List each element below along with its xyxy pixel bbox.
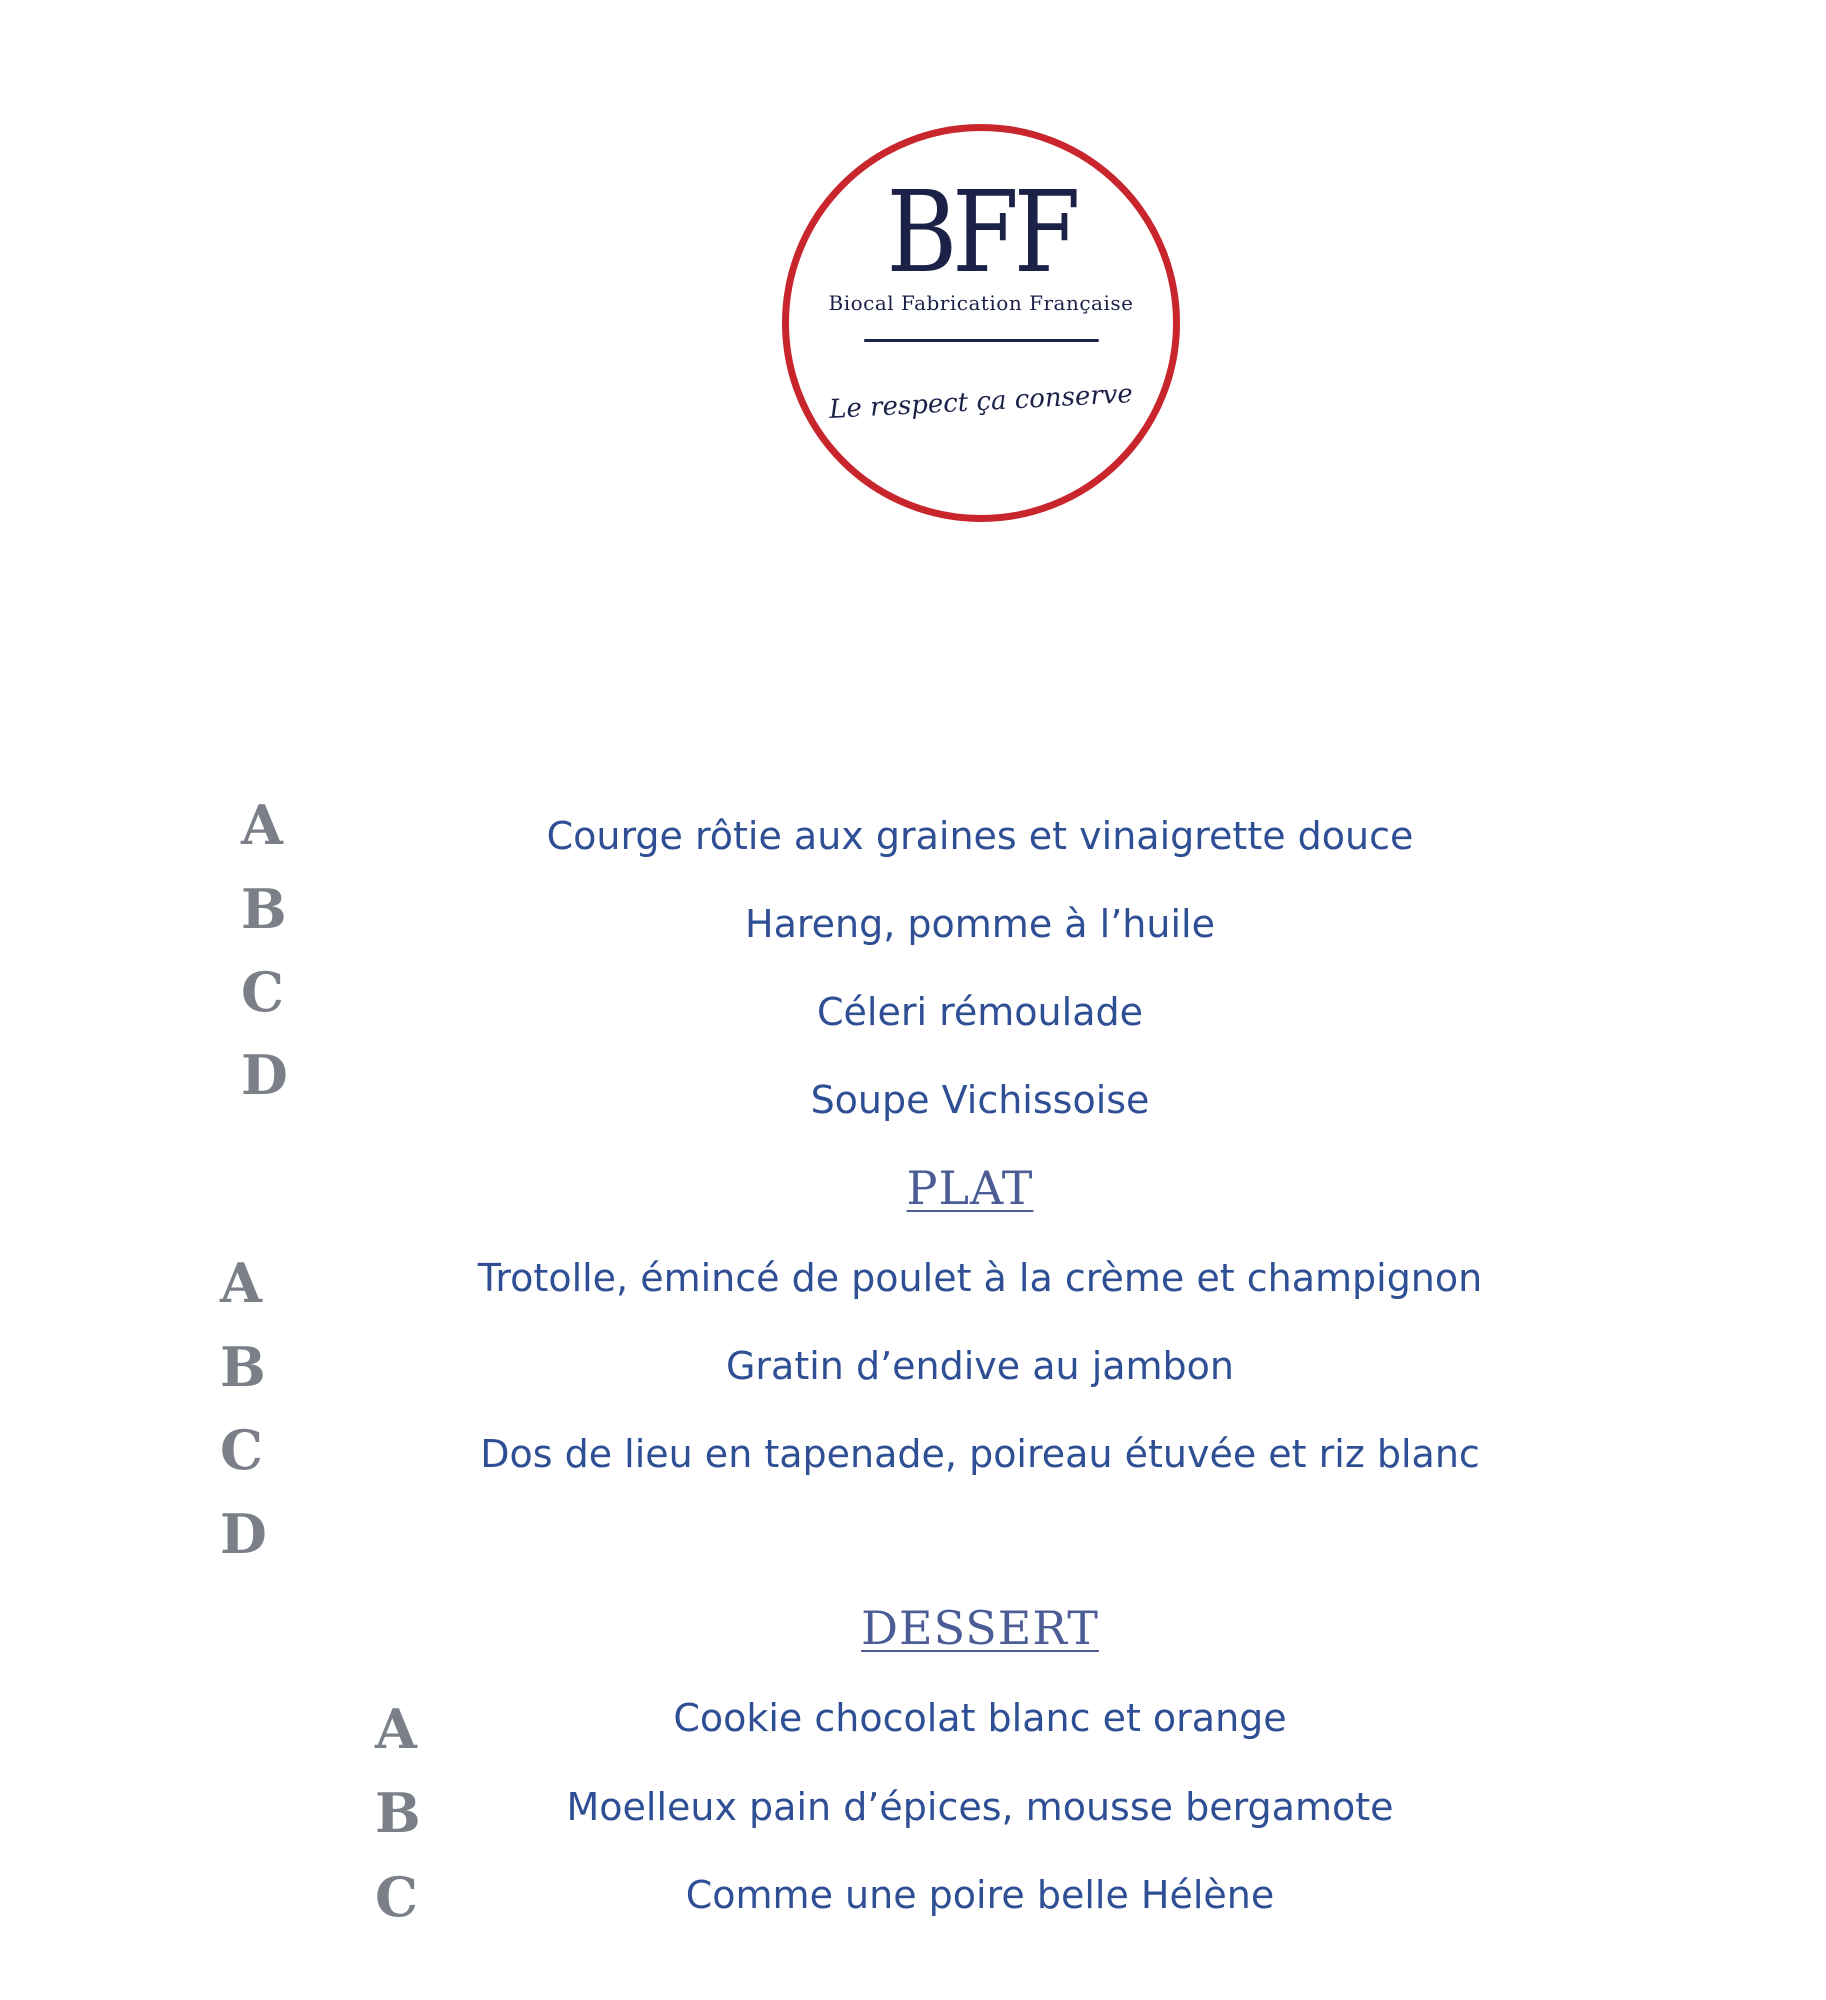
- logo-tagline: Le respect ça conserve: [828, 379, 1134, 425]
- plat-heading: PLAT: [906, 1161, 1034, 1215]
- dessert-heading: DESSERT: [861, 1601, 1099, 1655]
- logo-mark: BFF: [886, 168, 1076, 298]
- plat-letter-d: D: [220, 1502, 267, 1566]
- plat-letter-b: B: [220, 1335, 266, 1399]
- plat-letter-c: C: [220, 1418, 263, 1482]
- dessert-letter-a: A: [375, 1697, 417, 1761]
- logo-subtitle: Biocal Fabrication Française: [828, 291, 1134, 315]
- entree-item-d: Soupe Vichissoise: [810, 1078, 1150, 1122]
- dessert-item-c: Comme une poire belle Hélène: [685, 1873, 1275, 1917]
- entree-letter-b: B: [241, 877, 287, 941]
- entree-letter-c: C: [241, 960, 284, 1024]
- dessert-item-a: Cookie chocolat blanc et orange: [673, 1696, 1287, 1740]
- entree-letter-d: D: [241, 1043, 288, 1107]
- plat-letter-a: A: [220, 1251, 262, 1315]
- entree-item-c: Céleri rémoulade: [817, 990, 1143, 1034]
- plat-item-c: Dos de lieu en tapenade, poireau étuvée et riz blanc: [480, 1432, 1480, 1476]
- dessert-item-b: Moelleux pain d’épices, mousse bergamote: [566, 1785, 1394, 1829]
- dessert-letter-b: B: [375, 1781, 421, 1845]
- entree-item-a: Courge rôtie aux graines et vinaigrette douce: [546, 814, 1414, 858]
- entree-item-b: Hareng, pomme à l’huile: [745, 902, 1215, 946]
- entree-letter-a: A: [241, 793, 283, 857]
- plat-item-a: Trotolle, émincé de poulet à la crème et champignon: [477, 1256, 1483, 1300]
- brand-logo: [782, 124, 1180, 522]
- logo-divider: [864, 339, 1099, 342]
- dessert-letter-c: C: [375, 1865, 418, 1929]
- plat-item-b: Gratin d’endive au jambon: [725, 1344, 1235, 1388]
